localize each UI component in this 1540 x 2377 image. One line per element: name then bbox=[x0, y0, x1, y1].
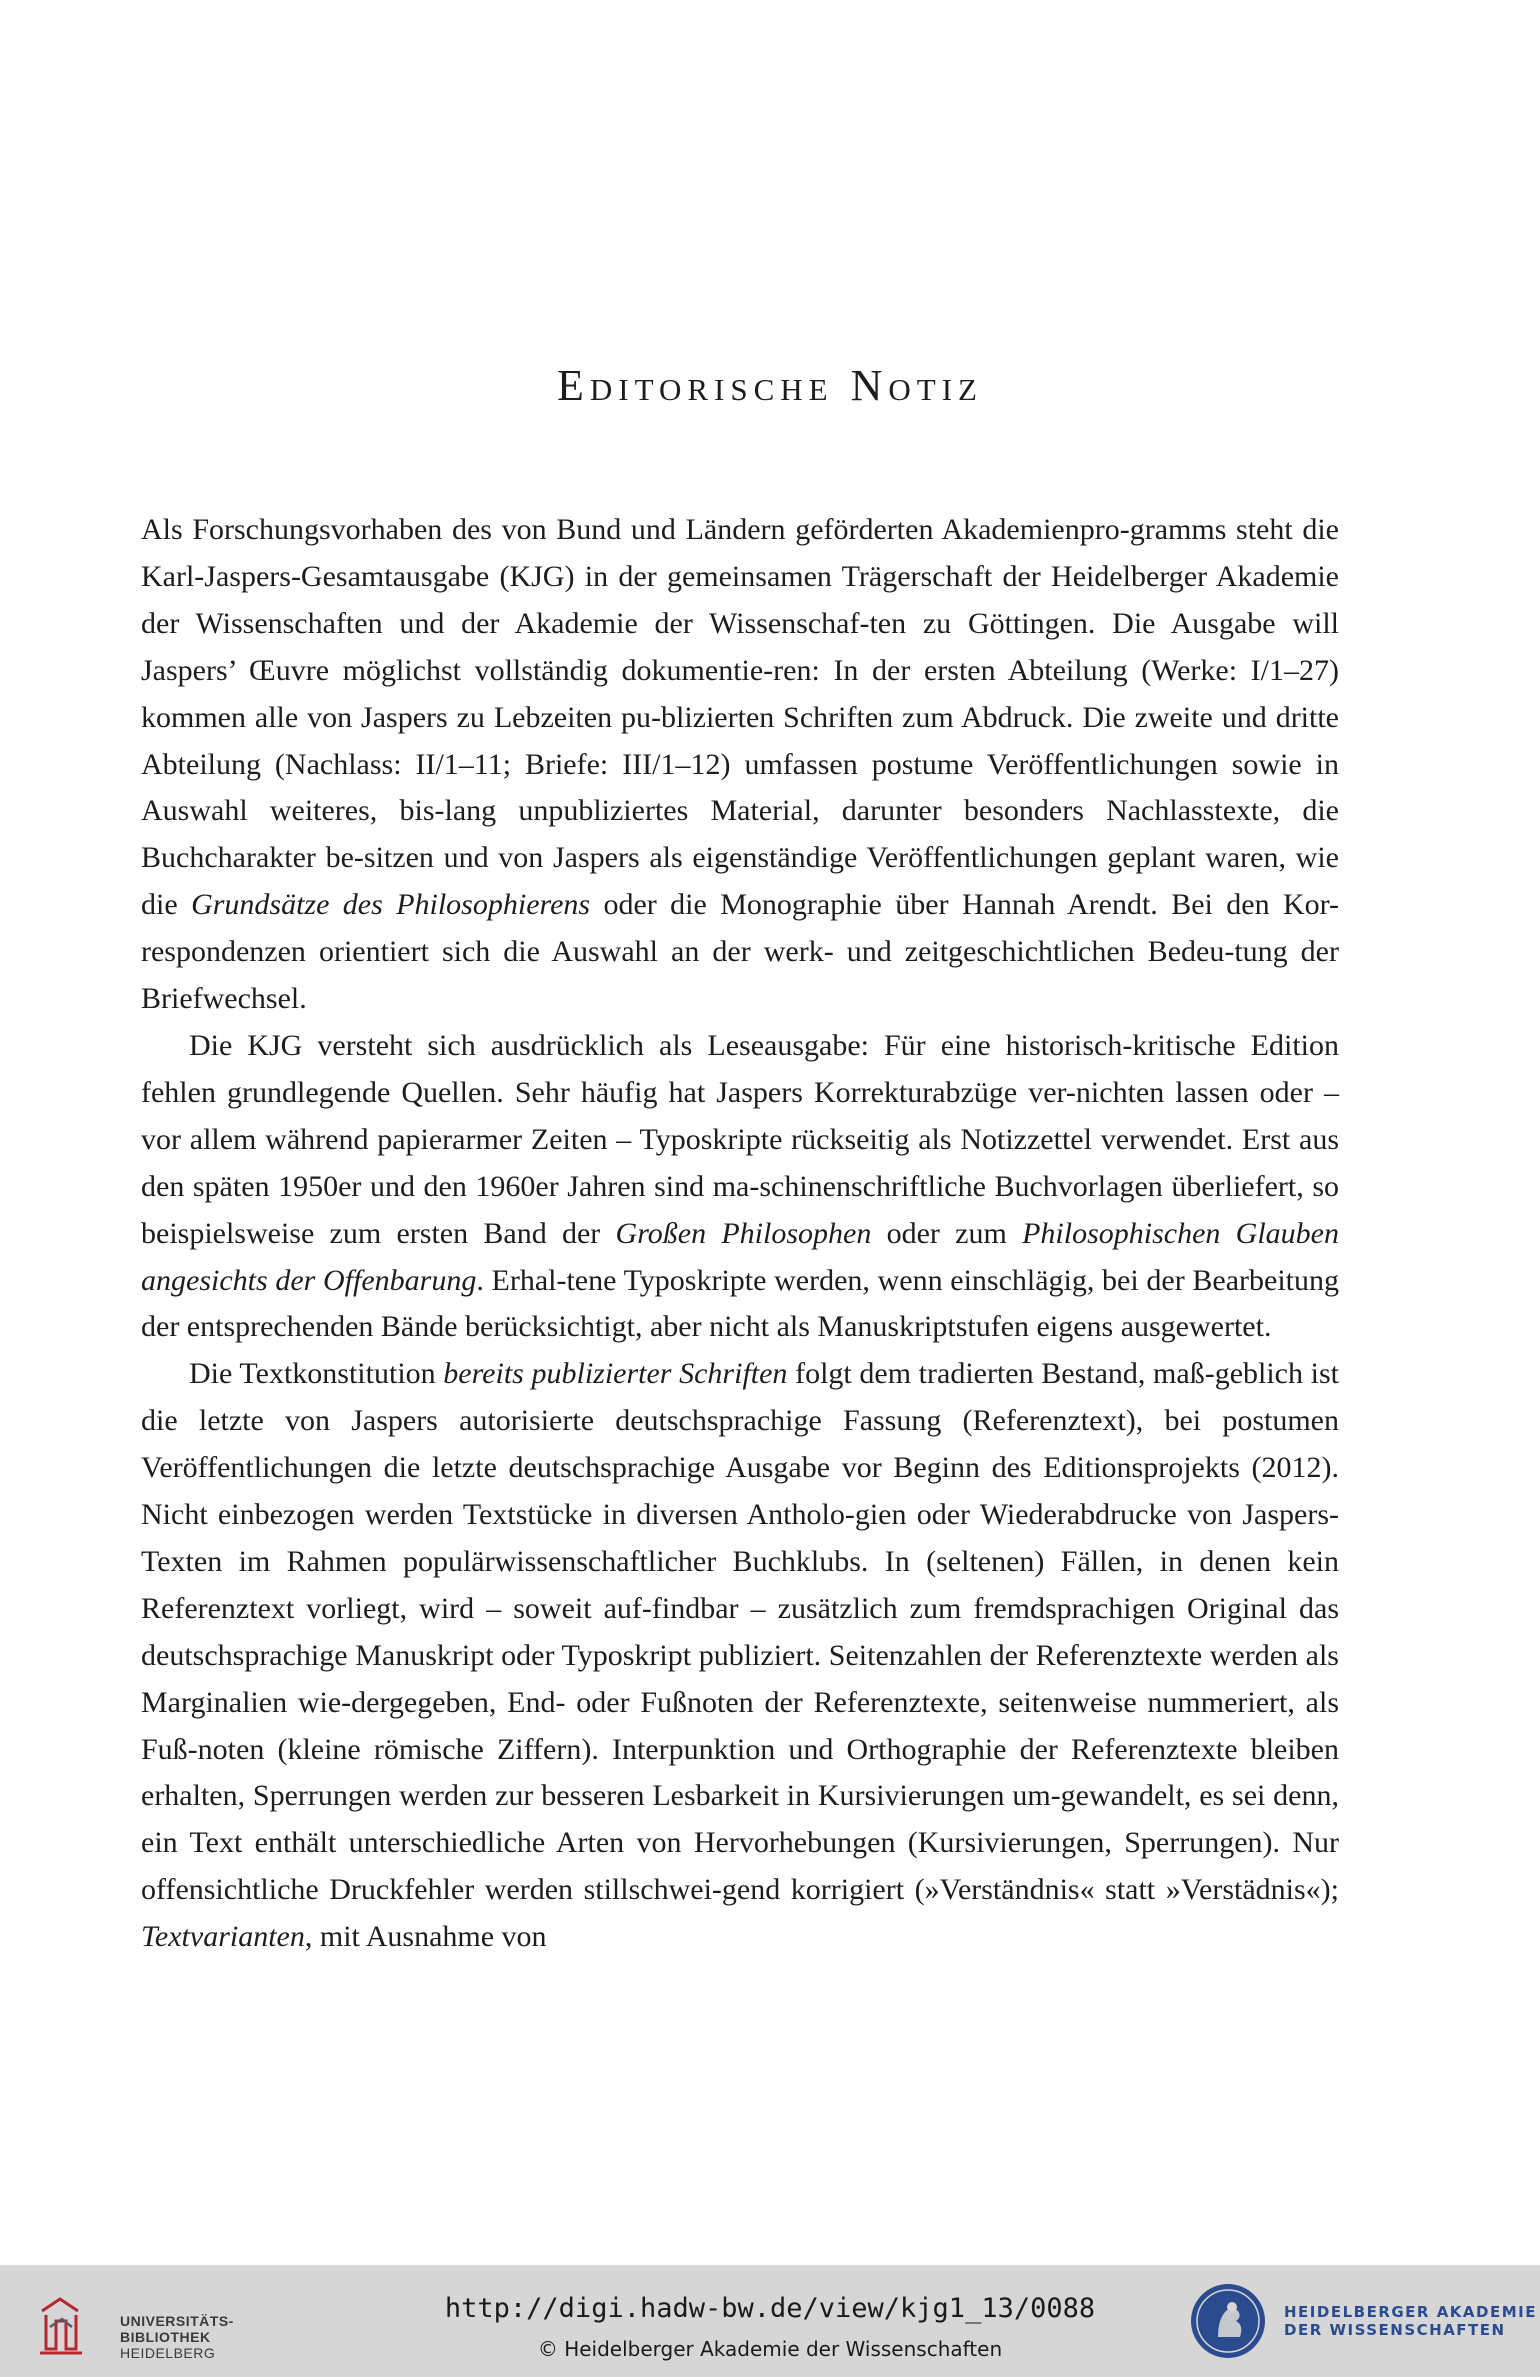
hadw-logo-line2: DER WISSENSCHAFTEN bbox=[1284, 2321, 1506, 2339]
hadw-logo-line1: HEIDELBERGER AKADEMIE bbox=[1284, 2303, 1537, 2321]
text-run: Als Forschungsvorhaben des von Bund und Ländern geförderten Akademienpro-gramms steht die Karl-Jaspers-Gesamtausgabe (KJG) in der gemeinsamen Trägerschaft der Heidelberger Akademie der Wissenschaften und der Akademie der Wissenschaf-ten zu Göttingen. Die Ausgabe will Jaspers’ Œuvre möglichst vollständig dokumentie-ren: In der ersten Abteilung (Werke: I/1–27) kommen alle von Jaspers zu Lebzeiten pu-blizierten Schriften zum Abdruck. Die zweite und dritte Abteilung (Nachlass: II/1–11; Briefe: III/1–12) umfassen postume Veröffentlichungen sowie in Auswahl weiteres, bis-lang unpubliziertes Material, darunter besonders Nachlasstexte, die Buchcharakter be-sitzen und von Jaspers als eigenständige Veröffentlichungen geplant waren, wie die bbox=[141, 513, 1339, 922]
italic-text-run: Grundsätze des Philosophierens bbox=[191, 888, 591, 922]
italic-text-run: Großen Philosophen bbox=[615, 1216, 872, 1250]
page-title: Editorische Notiz bbox=[557, 361, 983, 410]
permalink-url[interactable]: http://digi.hadw-bw.de/view/kjg1_13/0088 bbox=[444, 2293, 1096, 2324]
paragraph bbox=[141, 1023, 1339, 1351]
paragraph bbox=[141, 1351, 1339, 1961]
text-run: Die KJG versteht sich ausdrücklich als Leseausgabe: Für eine historisch-kritische Edition fehlen grundlegende Quellen. Sehr häufig hat Jaspers Korrekturabzüge ver-nichten lassen oder – vor allem während papierarmer Zeiten – Typoskripte rückseitig als Notizzettel verwendet. Erst aus den späten 1950er und den 1960er Jahren sind ma-schinenschriftliche Buchvorlagen überliefert, so beispielsweise zum ersten Band der bbox=[141, 1028, 1339, 1250]
italic-text-run: Philosophischen Glauben angesichts der Offenbarung bbox=[141, 1216, 1339, 1297]
ub-logo-line3: HEIDELBERG bbox=[120, 2345, 216, 2361]
ub-logo-line1: UNIVERSITÄTS- bbox=[120, 2313, 234, 2329]
italic-text-run: bereits publizierter Schriften bbox=[443, 1357, 788, 1391]
italic-text-run: Textvarianten bbox=[141, 1920, 305, 1954]
text-run: oder zum bbox=[871, 1216, 1023, 1250]
body-text bbox=[141, 507, 1339, 1961]
text-run: , mit Ausnahme von bbox=[304, 1920, 547, 1954]
ub-logo-line2: BIBLIOTHEK bbox=[120, 2329, 211, 2345]
viewer-footer bbox=[0, 2265, 1540, 2377]
academy-seal-icon[interactable] bbox=[1188, 2281, 1268, 2361]
text-run: oder die Monographie über Hannah Arendt. Bei den Kor-respondenzen orientiert sich die Auswahl an der werk- und zeitgeschichtlichen Bedeu-tung der Briefwechsel. bbox=[141, 888, 1340, 1016]
paragraph bbox=[141, 507, 1339, 1023]
copyright-notice: © Heidelberger Akademie der Wissenschaften bbox=[537, 2337, 1003, 2361]
text-run: Die Textkonstitution bbox=[189, 1357, 444, 1391]
academy-logo-text bbox=[1284, 2303, 1537, 2339]
text-run: . Erhal-tene Typoskripte werden, wenn einschlägig, bei der Bearbeitung der entsprechenden Bände berücksichtigt, aber nicht als Manuskriptstufen eigens ausgewertet. bbox=[141, 1263, 1339, 1344]
text-run: folgt dem tradierten Bestand, maß-geblich ist die letzte von Jaspers autorisierte deutschsprachige Fassung (Referenztext), bei postumen Veröffentlichungen die letzte deutschsprachige Ausgabe vor Beginn des Editionsprojekts (2012). Nicht einbezogen werden Textstücke in diversen Antholo-gien oder Wiederabdrucke von Jaspers-Texten im Rahmen populärwissenschaftlicher Buchklubs. In (seltenen) Fällen, in denen kein Referenztext vorliegt, wird – soweit auf-findbar – zusätzlich zum fremdsprachigen Original das deutschsprachige Manuskript oder Typoskript publiziert. Seitenzahlen der Referenztexte werden als Marginalien wie-dergegeben, End- oder Fußnoten der Referenztexte, seitenweise nummeriert, als Fuß-noten (kleine römische Ziffern). Interpunktion und Orthographie der Referenztexte bleiben erhalten, Sperrungen werden zur besseren Lesbarkeit in Kursivierungen um-gewandelt, es sei denn, ein Text enthält unterschiedliche Arten von Hervorhebungen (Kursivierungen, Sperrungen). Nur offensichtliche Druckfehler werden stillschwei-gend korrigiert (»Verständnis« statt »Verstädnis«); bbox=[141, 1357, 1339, 1907]
